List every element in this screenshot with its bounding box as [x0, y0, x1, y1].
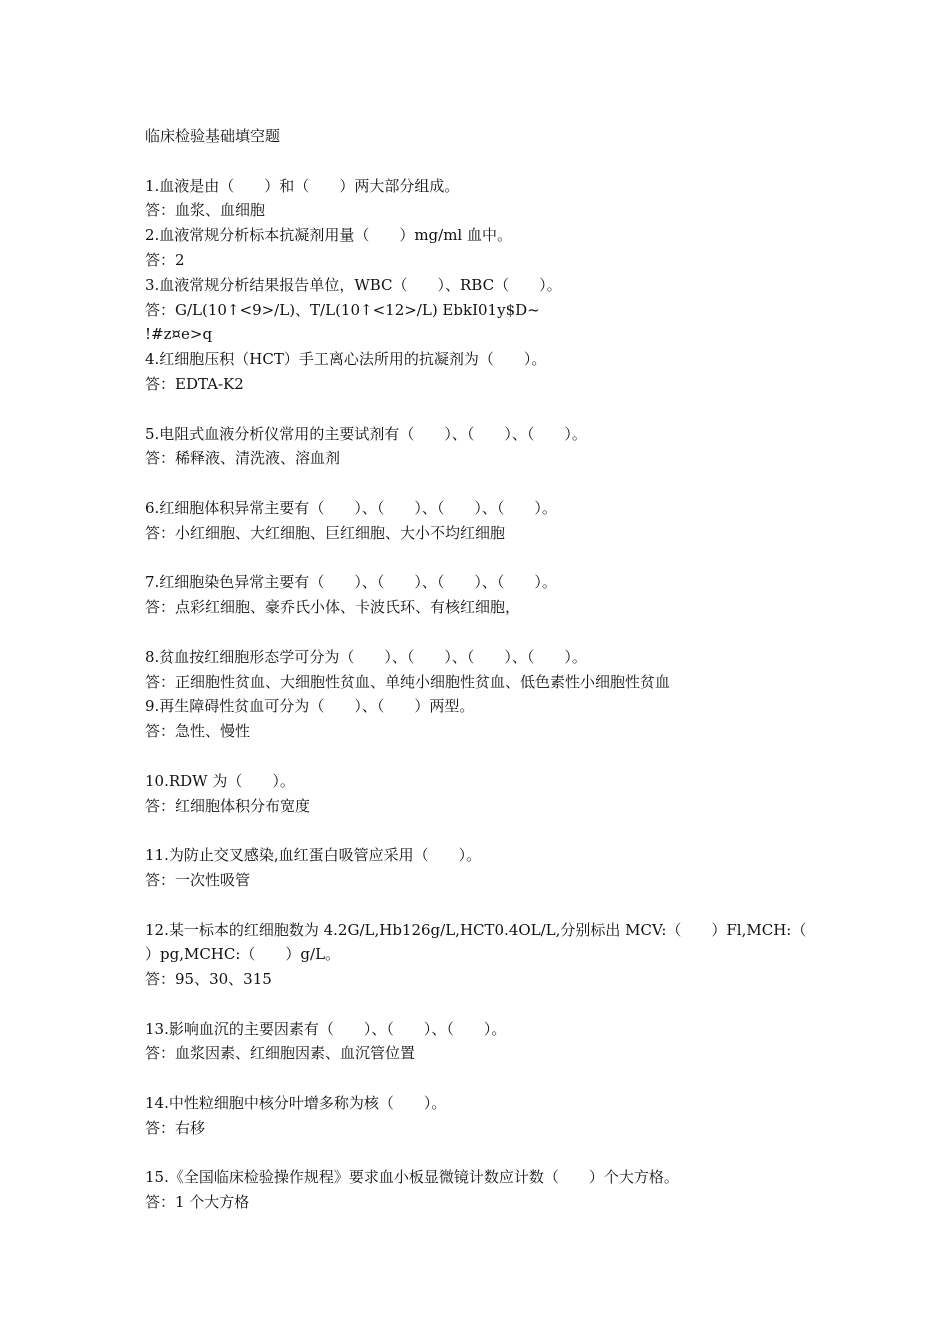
blank-line [145, 546, 815, 571]
answer-line: 答：95、30、315 [145, 970, 272, 989]
answer-line: 答：血浆、血细胞 [145, 201, 266, 220]
question-line: 7.红细胞染色异常主要有（ ）、（ ）、（ ）、（ ）。 [145, 573, 557, 592]
text-line: ）pg,MCHC:（ ）g/L。 [145, 945, 341, 964]
answer-line: 答：EDTA-K2 [145, 374, 244, 393]
answer-line: 答：G/L(10↑<9>/L)、T/L(10↑<12>/L) EbkI01y$D~ [145, 300, 540, 319]
question-line: 2.血液常规分析标本抗凝剂用量（ ）mg/ml 血中。 [145, 226, 512, 245]
document-title: 临床检验基础填空题 [145, 127, 281, 145]
answer-line: 答：急性、慢性 [145, 722, 251, 741]
blank-line [145, 893, 815, 918]
blank-line [145, 620, 815, 645]
answer-line: 答：正细胞性贫血、大细胞性贫血、单纯小细胞性贫血、低色素性小细胞性贫血 [145, 672, 671, 691]
blank-line [145, 818, 815, 843]
question-line: 14.中性粒细胞中核分叶增多称为核（ ）。 [145, 1094, 447, 1113]
blank-line [145, 992, 815, 1017]
document-page [145, 124, 815, 1215]
question-line: 10.RDW 为（ ）。 [145, 771, 295, 790]
question-line: 12.某一标本的红细胞数为 4.2G/L,Hb126g/L,HCT0.4OL/L,分别标出 MCV:（ ）Fl,MCH:（ [145, 920, 807, 939]
question-line: 8.贫血按红细胞形态学可分为（ ）、（ ）、（ ）、（ ）。 [145, 647, 587, 666]
blank-line [145, 1141, 815, 1166]
blank-line [145, 397, 815, 422]
answer-line: 答：右移 [145, 1118, 206, 1137]
text-line: !#z¤e>q [145, 325, 213, 344]
blank-line [145, 471, 815, 496]
answer-line: 答：1 个大方格 [145, 1193, 250, 1212]
answer-line: 答：点彩红细胞、豪乔氏小体、卡波氏环、有核红细胞， [145, 598, 521, 617]
question-line: 9.再生障碍性贫血可分为（ ）、（ ）两型。 [145, 697, 475, 716]
answer-line: 答：小红细胞、大红细胞、巨红细胞、大小不均红细胞 [145, 523, 506, 542]
question-line: 1.血液是由（ ）和（ ）两大部分组成。 [145, 176, 460, 195]
question-line: 13.影响血沉的主要因素有（ ）、（ ）、（ ）。 [145, 1019, 507, 1038]
answer-line: 答：稀释液、清洗液、溶血剂 [145, 449, 341, 468]
question-line: 6.红细胞体积异常主要有（ ）、（ ）、（ ）、（ ）。 [145, 498, 557, 517]
answer-line: 答：2 [145, 250, 185, 269]
blank-line [145, 149, 815, 174]
blank-line [145, 744, 815, 769]
question-line: 3.血液常规分析结果报告单位，WBC（ ）、RBC（ ）。 [145, 275, 562, 294]
question-line: 15.《全国临床检验操作规程》要求血小板显微镜计数应计数（ ）个大方格。 [145, 1168, 679, 1187]
answer-line: 答：血浆因素、红细胞因素、血沉管位置 [145, 1044, 416, 1063]
question-line: 5.电阻式血液分析仪常用的主要试剂有（ ）、（ ）、（ ）。 [145, 424, 587, 443]
document-body [145, 149, 815, 1215]
answer-line: 答：一次性吸管 [145, 870, 251, 889]
question-line: 4.红细胞压积（HCT）手工离心法所用的抗凝剂为（ ）。 [145, 350, 547, 369]
blank-line [145, 1066, 815, 1091]
question-line: 11.为防止交叉感染,血红蛋白吸管应采用（ ）。 [145, 846, 482, 865]
answer-line: 答：红细胞体积分布宽度 [145, 796, 311, 815]
